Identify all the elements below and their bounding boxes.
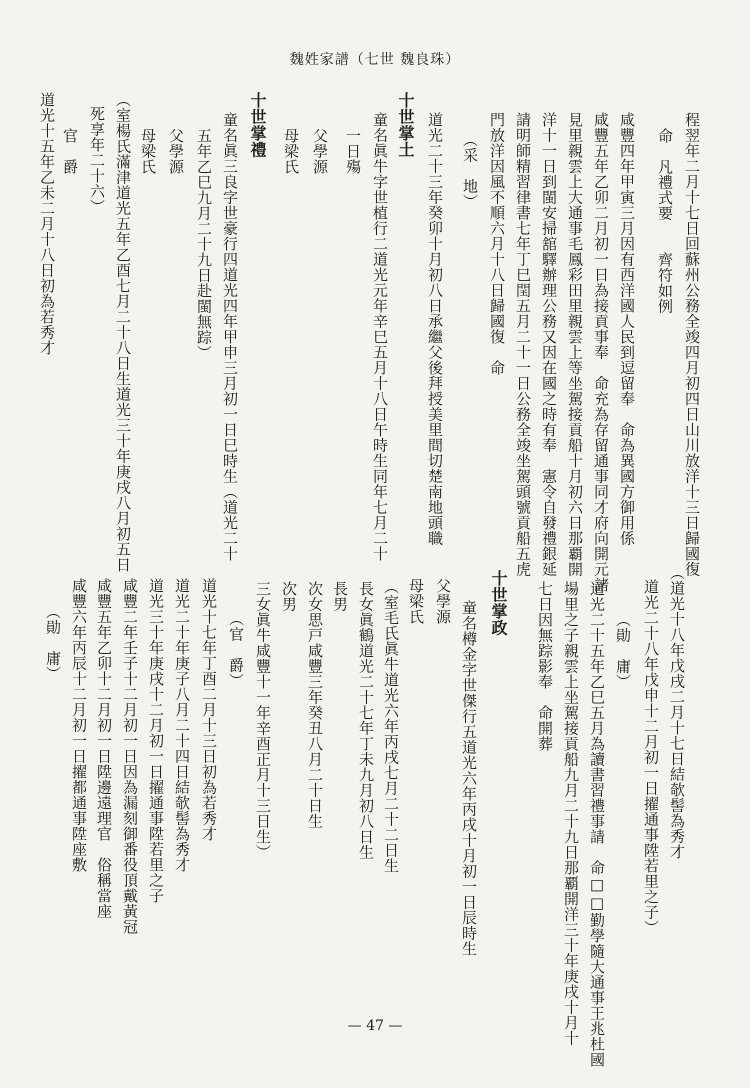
section-heading: 十世掌土 — [396, 92, 415, 158]
text-column: 道光二十五年乙巳五月為讀書習禮事請 命□□勤學隨大通事王兆杜國 — [588, 581, 606, 1068]
text-column: 童名眞三良字世豪行四道光四年甲申三月初一日巳時生（道光二十 — [221, 112, 239, 562]
text-column: （道光十八年戊戌二月十七日結欹髻為秀才 — [668, 565, 686, 860]
text-column: 場里之子親雲上坐駕接貢船九月二十九日那覇開洋三十年庚戌十月十 — [562, 581, 580, 1046]
text-column: 咸豐六年丙辰十二月初一日擢都通事陞座敷 — [70, 578, 88, 873]
text-column: 咸豐五年乙卯二月初一日為接貢事奉 命充為存留通事同才府向開元諸 — [592, 112, 610, 593]
text-column: 洋十一日到閩安掃舘驛辦理公務又因在國之時有奉 憲令自發禮銀延 — [540, 112, 558, 577]
text-column: 母梁氏 — [139, 128, 157, 175]
text-column: 童名樽金字世傑行五道光六年丙戌十月初一日辰時生 — [460, 600, 478, 957]
text-column: 門放洋因風不順六月十八日歸國復 命 — [488, 112, 506, 376]
text-column: 道光十五年乙未二月十八日初為若秀才 — [38, 92, 56, 356]
text-column: 童名眞牛字世植行二道光元年辛巳五月十八日午時生同年七月二十 — [371, 112, 389, 562]
text-column: （采 地） — [461, 132, 479, 210]
text-column: 道光二十三年癸卯十月初八日承繼父後拜授美里間切楚南地頭職 — [426, 112, 444, 546]
section-heading: 十世掌禮 — [248, 92, 267, 158]
text-column: （室毛氏眞牛道光六年丙戌七月二十二日生 — [382, 579, 400, 874]
text-column: 道光二十八年戊申十二月初一日擢通事陞若里之子） — [642, 579, 660, 936]
section-heading: 十世掌政 — [489, 570, 508, 636]
text-column: 請明師精習律書七年丁巳閏五月二十一日公務全竣坐駕頭號貢船五虎 — [514, 112, 532, 577]
text-column: 見里親雲上大通事毛鳳彩田里親雲上等坐駕接貢船十月初六日那覇開 — [566, 112, 584, 577]
text-column: 長男 — [331, 581, 349, 612]
text-column: （勛 庸） — [614, 612, 632, 690]
text-column: 三女眞牛咸豐十一年辛酉正月十三日生） — [254, 581, 272, 860]
text-column: 次男 — [280, 581, 298, 612]
text-column: 母梁氏 — [282, 128, 300, 175]
text-column: 道光二十年庚子八月二十四日結欹髻為秀才 — [173, 578, 191, 873]
text-column: （勛 庸） — [44, 604, 62, 682]
text-column: 七日因無踪影奉 命開葬 — [536, 581, 554, 752]
text-column: 一日殤 — [344, 128, 362, 175]
text-column: 死享年二十六） — [88, 106, 106, 215]
text-column: 程翌年二月十七日回蘇州公務全竣四月初四日山川放洋十三日歸國復 — [683, 112, 701, 577]
text-column: （官 爵） — [227, 611, 245, 689]
text-column: 父學源 — [434, 578, 452, 625]
text-column: （室楊氏滿津道光五年乙酉七月二十八日生道光三十年庚戌八月初五日 — [114, 92, 132, 573]
text-column: 官 爵 — [61, 128, 79, 175]
text-column: 五年乙巳九月二十九日赴閩無踪） — [195, 128, 213, 361]
page-number: — 47 — — [347, 1018, 403, 1034]
text-column: 道光三十年庚戌十二月初一日擢通事陞若里之子 — [147, 578, 165, 904]
text-column: 長女眞鶴道光二十七年丁未九月初八日生 — [357, 581, 375, 860]
text-column: 母梁氏 — [407, 578, 425, 625]
text-column: 咸豐四年甲寅三月因有西洋國人民到逗留奉 命為異國方御用係 — [618, 112, 636, 546]
text-column: 命 凡禮式要 齊符如例 — [656, 128, 674, 314]
text-column: 次女思戸咸豐三年癸丑八月二十日生 — [306, 581, 324, 829]
page-title: 魏姓家譜（七世 魏良珠） — [289, 52, 461, 68]
text-column: 父學源 — [311, 128, 329, 175]
text-column: 咸豐二年壬子十二月初一日因為漏刻御番役頂戴黃冠 — [121, 578, 139, 935]
text-column: 咸豐五年乙卯十二月初一日陞邊遠理官 俗稱當座 — [95, 578, 113, 919]
text-column: 父學源 — [167, 128, 185, 175]
text-column: 道光十七年丁酉二月十三日初為若秀才 — [200, 578, 218, 842]
